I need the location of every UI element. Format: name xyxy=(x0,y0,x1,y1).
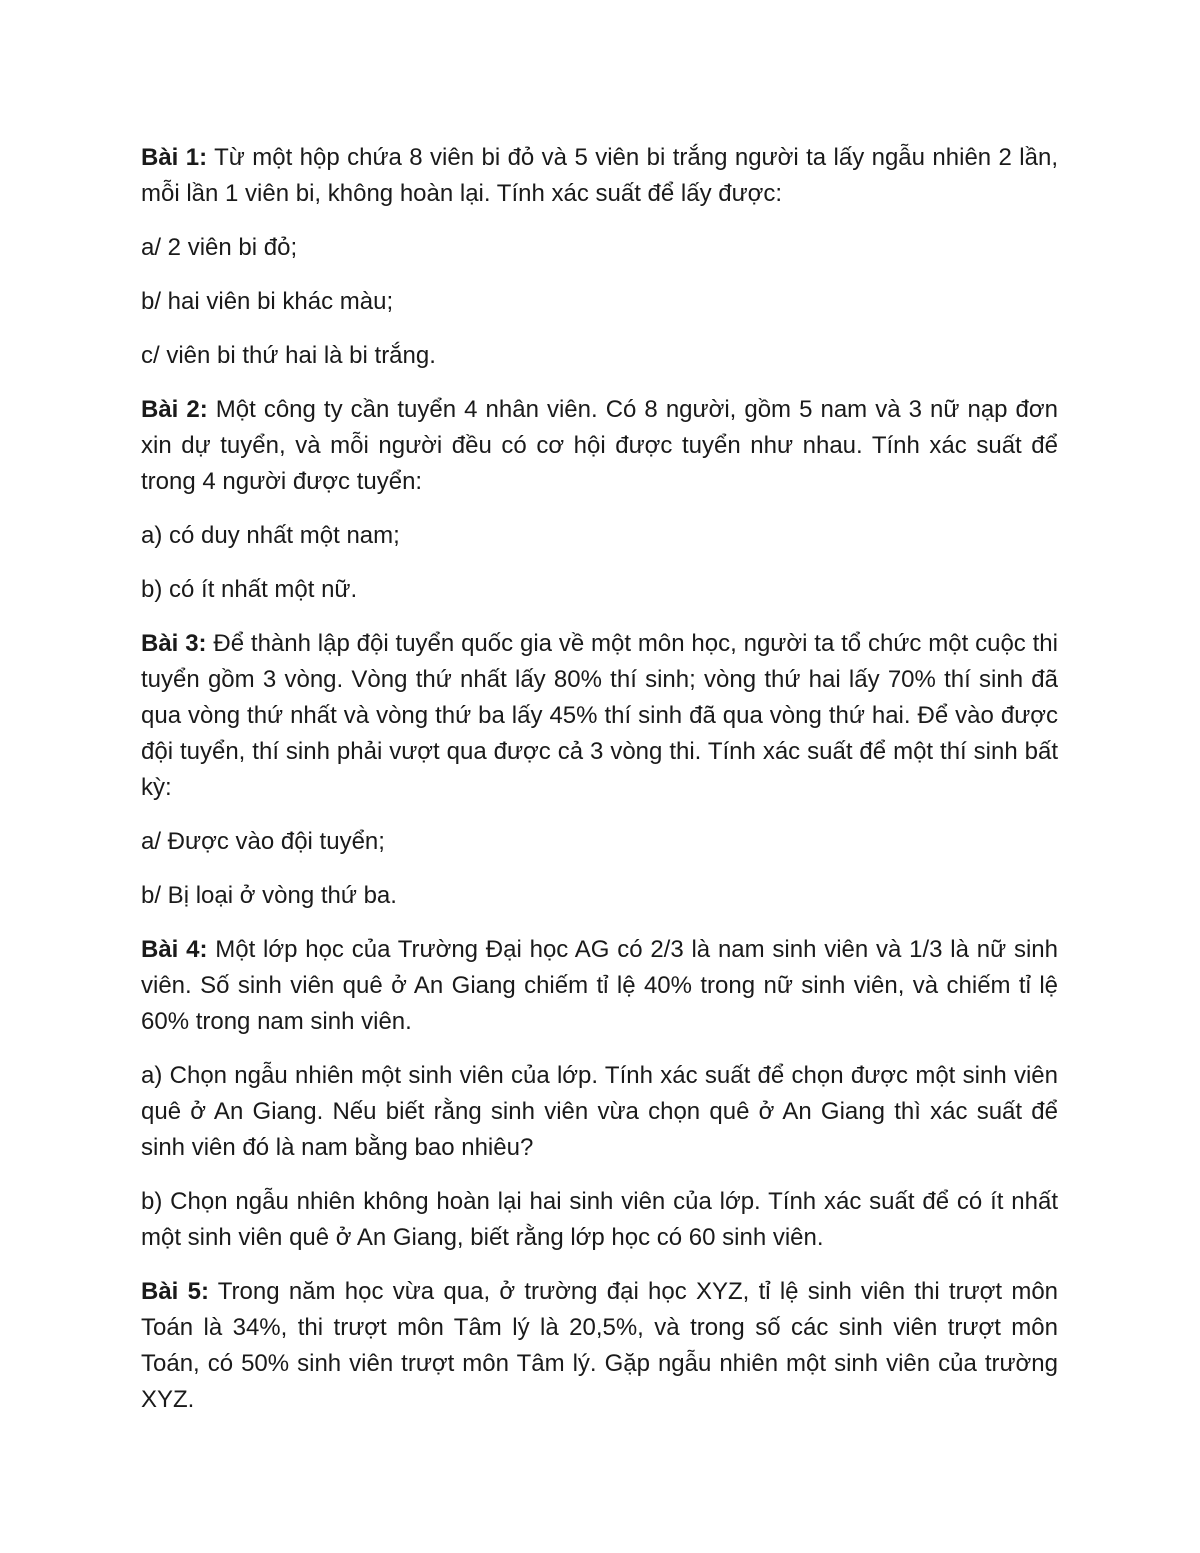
problem-4-text: Một lớp học của Trường Đại học AG có 2/3 là nam sinh viên và 1/3 là nữ sinh viên. Số sinh viên quê ở An Giang chiếm tỉ lệ 40% trong nữ sinh viên, và chiếm tỉ lệ 60% trong nam sinh viên. xyxy=(141,936,1058,1035)
problem-3-statement xyxy=(141,626,1058,806)
problem-5-text: Trong năm học vừa qua, ở trường đại học XYZ, tỉ lệ sinh viên thi trượt môn Toán là 34%, thi trượt môn Tâm lý là 20,5%, và trong số các sinh viên trượt môn Toán, có 50% sinh viên trượt môn Tâm lý. Gặp ngẫu nhiên một sinh viên của trường XYZ. xyxy=(141,1278,1059,1413)
problem-1-item-b: b/ hai viên bi khác màu; xyxy=(141,288,394,315)
problem-2-label: Bài 2: xyxy=(141,396,208,423)
problem-3-text: Để thành lập đội tuyển quốc gia về một môn học, người ta tổ chức một cuộc thi tuyển gồm 3 vòng. Vòng thứ nhất lấy 80% thí sinh; vòng thứ hai lấy 70% thí sinh đã qua vòng thứ nhất và vòng thứ ba lấy 45% thí sinh đã qua vòng thứ hai. Để vào được đội tuyển, thí sinh phải vượt qua được cả 3 vòng thi. Tính xác suất để một thí sinh bất kỳ: xyxy=(141,630,1058,801)
problem-5-statement xyxy=(141,1274,1058,1418)
problem-4-item-b: b) Chọn ngẫu nhiên không hoàn lại hai sinh viên của lớp. Tính xác suất để có ít nhất một sinh viên quê ở An Giang, biết rằng lớp học có 60 sinh viên. xyxy=(141,1188,1058,1251)
problem-3-item-b: b/ Bị loại ở vòng thứ ba. xyxy=(141,882,397,909)
problem-5-label: Bài 5: xyxy=(141,1278,209,1305)
problem-3-item-a: a/ Được vào đội tuyển; xyxy=(141,828,385,855)
problem-4-label: Bài 4: xyxy=(141,936,208,963)
problem-1-label: Bài 1: xyxy=(141,144,208,171)
problem-1-statement xyxy=(141,140,1058,212)
problem-4-item-a: a) Chọn ngẫu nhiên một sinh viên của lớp. Tính xác suất để chọn được một sinh viên quê ở An Giang. Nếu biết rằng sinh viên vừa chọn quê ở An Giang thì xác suất để sinh viên đó là nam bằng bao nhiêu? xyxy=(141,1062,1058,1161)
problem-2-item-b: b) có ít nhất một nữ. xyxy=(141,576,358,603)
problem-2-text: Một công ty cần tuyển 4 nhân viên. Có 8 người, gồm 5 nam và 3 nữ nạp đơn xin dự tuyển, và mỗi người đều có cơ hội được tuyển như nhau. Tính xác suất để trong 4 người được tuyển: xyxy=(141,396,1058,495)
problem-2-statement xyxy=(141,392,1058,500)
problem-1-item-a: a/ 2 viên bi đỏ; xyxy=(141,234,298,261)
problem-2-item-a: a) có duy nhất một nam; xyxy=(141,522,400,549)
problem-1-item-c: c/ viên bi thứ hai là bi trắng. xyxy=(141,342,436,369)
problem-4-statement xyxy=(141,932,1058,1040)
problem-1-text: Từ một hộp chứa 8 viên bi đỏ và 5 viên bi trắng người ta lấy ngẫu nhiên 2 lần, mỗi lần 1 viên bi, không hoàn lại. Tính xác suất để lấy được: xyxy=(141,144,1059,207)
problem-3-label: Bài 3: xyxy=(141,630,207,657)
document-page xyxy=(141,140,1058,1436)
